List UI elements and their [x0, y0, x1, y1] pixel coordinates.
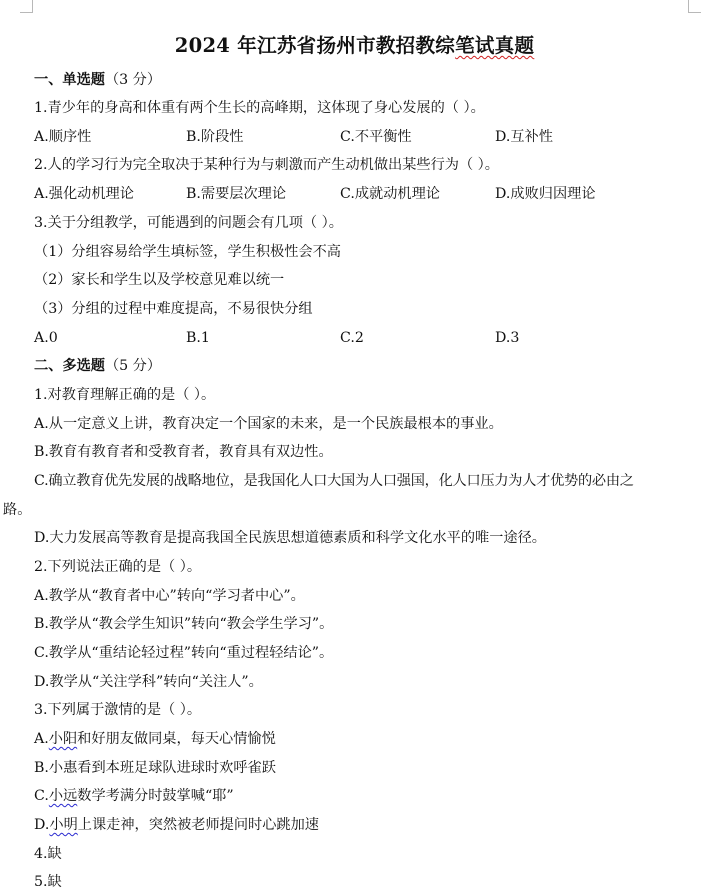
section-heading-multi	[34, 356, 161, 376]
question-3-option-a: A.0	[34, 330, 58, 346]
multi-2-option-a: A.教学从“教育者中心”转向“学习者中心”。	[34, 588, 305, 604]
page-corner-mark-right	[688, 0, 701, 13]
multi-3-option-a	[34, 729, 276, 749]
section-single-label: 一、单选题	[34, 72, 105, 88]
question-2-option-d: D.成败归因理论	[495, 186, 596, 202]
question-1-option-a: A.顺序性	[34, 129, 92, 145]
page-corner-mark-left	[20, 0, 33, 13]
multi-1-option-c-line1: C.确立教育优先发展的战略地位，是我国化人口大国为人口强国，化人口压力为人才优势的必由之	[34, 473, 634, 489]
question-1-option-b: B.阶段性	[186, 129, 244, 145]
multi-3-option-d-rest: 上课走神，突然被老师提问时心跳加速	[77, 817, 319, 833]
section-single-score: （3 分）	[104, 72, 162, 88]
multi-1-option-a: A.从一定意义上讲，教育决定一个国家的未来，是一个民族最根本的事业。	[34, 416, 503, 432]
multi-3-option-d-name: 小明	[49, 817, 78, 833]
question-2-option-b: B.需要层次理论	[186, 186, 287, 202]
multi-1-stem: 1.对教育理解正确的是（ ）。	[34, 387, 216, 403]
multi-3-option-a-rest: 和好朋友做同桌，每天心情愉悦	[77, 731, 276, 747]
multi-1-option-b: B.教育有教育者和受教育者，教育具有双边性。	[34, 444, 333, 460]
section-heading-single	[34, 70, 161, 90]
multi-5-missing: 5.缺	[34, 874, 62, 890]
question-3-option-d: D.3	[495, 330, 520, 346]
multi-3-stem: 3.下列属于激情的是（ ）。	[34, 702, 202, 718]
multi-1-option-d: D.大力发展高等教育是提高我国全民族思想道德素质和科学文化水平的唯一途径。	[34, 530, 546, 546]
multi-3-option-c-rest: 数学考满分时鼓掌喊“耶”	[77, 788, 234, 804]
question-1-option-c: C.不平衡性	[340, 129, 412, 145]
multi-4-missing: 4.缺	[34, 846, 62, 862]
multi-3-option-d	[34, 815, 319, 835]
question-3-option-b: B.1	[186, 330, 210, 346]
question-1-option-d: D.互补性	[495, 129, 553, 145]
section-multi-label: 二、多选题	[34, 358, 105, 374]
multi-3-option-a-name: 小阳	[48, 731, 78, 747]
page-title	[0, 30, 709, 58]
question-2-option-a: A.强化动机理论	[34, 186, 134, 202]
question-3-option-c: C.2	[340, 330, 364, 346]
multi-2-stem: 2.下列说法正确的是（ ）。	[34, 559, 202, 575]
multi-2-option-d: D.教学从“关注学科”转向“关注人”。	[34, 674, 263, 690]
title-underlined: 笔试真题	[455, 34, 535, 57]
title-prefix: 2024 年江苏省扬州市教招教综	[174, 34, 456, 57]
question-1-stem: 1.青少年的身高和体重有两个生长的高峰期，这体现了身心发展的（ ）。	[34, 100, 485, 116]
multi-3-option-c-name: 小远	[48, 788, 78, 804]
multi-1-option-c-line2: 路。	[3, 502, 32, 518]
multi-2-option-c: C.教学从“重结论轻过程”转向“重过程轻结论”。	[34, 645, 334, 661]
question-3-item-3: （3）分组的过程中难度提高，不易很快分组	[34, 301, 313, 317]
section-multi-score: （5 分）	[104, 358, 162, 374]
question-3-item-1: （1）分组容易给学生填标签，学生积极性会不高	[34, 244, 341, 260]
multi-3-option-c	[34, 786, 234, 806]
multi-3-option-c-prefix: C.	[34, 788, 49, 804]
multi-2-option-b: B.教学从“教会学生知识”转向“教会学生学习”。	[34, 616, 334, 632]
multi-3-option-a-prefix: A.	[34, 731, 49, 747]
question-3-item-2: （2）家长和学生以及学校意见难以统一	[34, 272, 285, 288]
question-3-stem: 3.关于分组教学，可能遇到的问题会有几项（ ）。	[34, 215, 343, 231]
question-2-option-c: C.成就动机理论	[340, 186, 440, 202]
question-2-stem: 2.人的学习行为完全取决于某种行为与刺激而产生动机做出某些行为（ ）。	[34, 157, 499, 173]
multi-3-option-b: B.小惠看到本班足球队进球时欢呼雀跃	[34, 760, 276, 776]
multi-3-option-d-prefix: D.	[34, 817, 50, 833]
